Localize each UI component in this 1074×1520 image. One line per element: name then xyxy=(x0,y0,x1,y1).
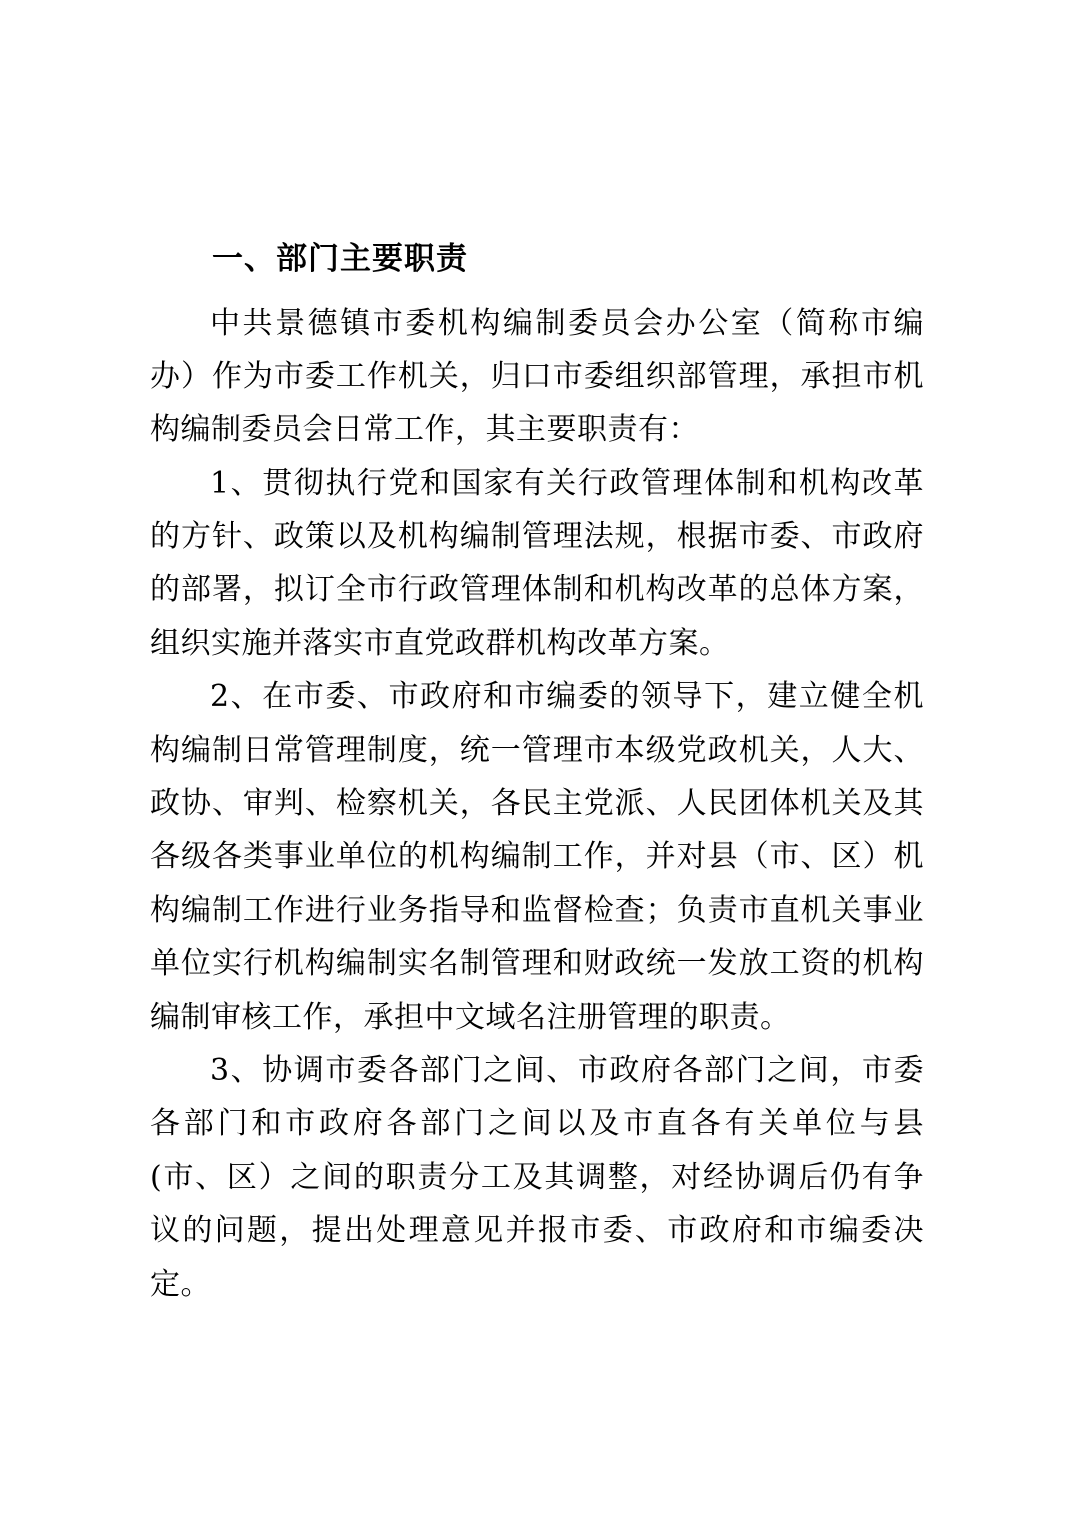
paragraph-item-2: 2、在市委、市政府和市编委的领导下，建立健全机构编制日常管理制度，统一管理市本级党政机关，人大、政协、审判、检察机关，各民主党派、人民团体机关及其各级各类事业单位的机构编制工作，并对县（市、区）机构编制工作进行业务指导和监督检查；负责市直机关事业单位实行机构编制实名制管理和财政统一发放工资的机构编制审核工作，承担中文域名注册管理的职责。 xyxy=(150,679,924,1035)
paragraph-intro: 中共景德镇市委机构编制委员会办公室（简称市编办）作为市委工作机关，归口市委组织部管理，承担市机构编制委员会日常工作，其主要职责有： xyxy=(150,305,924,448)
section-heading: 一、部门主要职责 xyxy=(212,241,468,277)
paragraph-item-1: 1、贯彻执行党和国家有关行政管理体制和机构改革的方针、政策以及机构编制管理法规，根据市委、市政府的部署，拟订全市行政管理体制和机构改革的总体方案，组织实施并落实市直党政群机构改革方案。 xyxy=(150,465,924,661)
paragraph-item-3: 3、协调市委各部门之间、市政府各部门之间，市委各部门和市政府各部门之间以及市直各有关单位与县(市、区）之间的职责分工及其调整，对经协调后仍有争议的问题，提出处理意见并报市委、市政府和市编委决定。 xyxy=(150,1052,924,1302)
